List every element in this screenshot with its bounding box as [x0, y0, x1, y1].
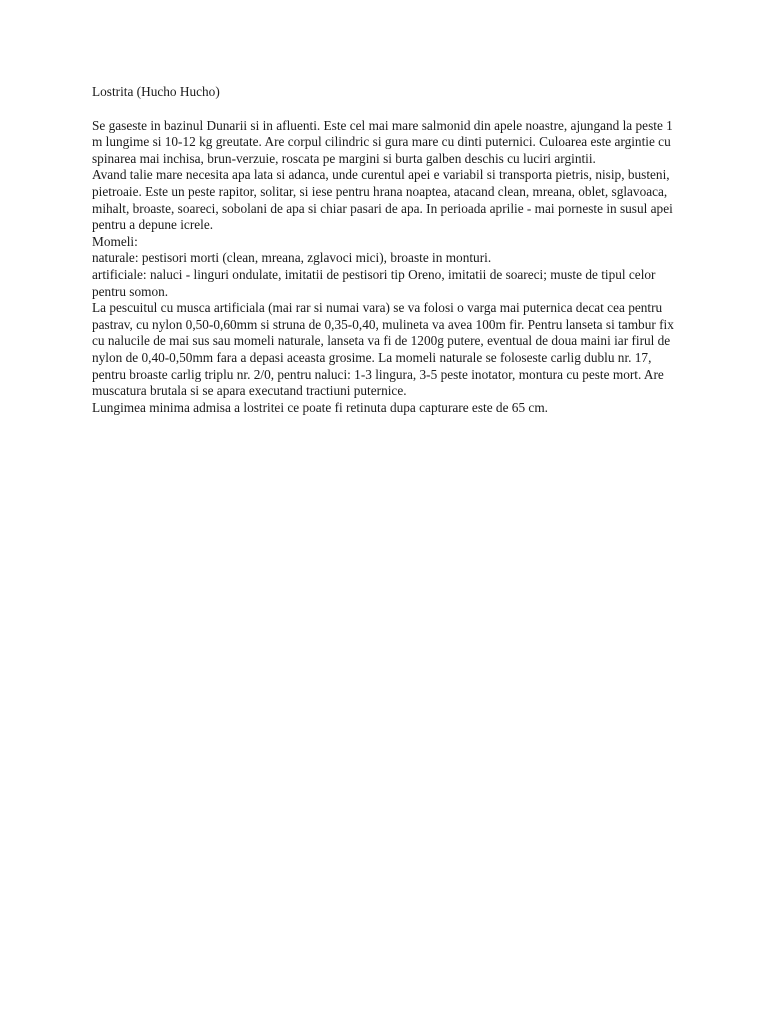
paragraph-minimum-length: Lungimea minima admisa a lostritei ce poate fi retinuta dupa capturare este de 65 cm. — [92, 399, 548, 415]
paragraph-bait-heading: Momeli: — [92, 233, 138, 249]
paragraph-habitat: Avand talie mare necesita apa lata si adanca, unde curentul apei e variabil si transporta pietris, nisip, busteni, pietroaie. Este un peste rapitor, solitar, si iese pentru hrana noaptea, atacand clean, mreana, oblet, sglavoaca, mihalt, broaste, soareci, sobolani de apa si chiar pasari de apa. In perioada aprilie - mai porneste in susul apei pentru a depune icrele. — [92, 167, 673, 233]
paragraph-description: Se gaseste in bazinul Dunarii si in afluenti. Este cel mai mare salmonid din apele noastre, ajungand la peste 1 m lungime si 10-12 kg greutate. Are corpul cilindric si gura mare cu dinti puternici. Culoarea este argintie cu spinarea mai inchisa, brun-verzuie, roscata pe margini si burta galben deschis cu luciri argintii. — [92, 117, 673, 166]
paragraph-tackle: La pescuitul cu musca artificiala (mai rar si numai vara) se va folosi o varga mai puternica decat cea pentru pastrav, cu nylon 0,50-0,60mm si struna de 0,35-0,40, mulineta va avea 100m fir. Pentru lanseta si tambur fix cu nalucile de mai sus sau momeli naturale, lanseta va fi de 1200g putere, eventual de doua maini iar firul de nylon de 0,40-0,50mm fara a depasi aceasta grosime. La momeli naturale se foloseste carlig dublu nr. 17, pentru broaste carlig triplu nr. 2/0, pentru naluci: 1-3 lingura, 3-5 peste inotator, montura cu peste mort. Are muscatura brutala si se apara executand tractiuni puternice. — [92, 300, 674, 399]
paragraph-natural-bait: naturale: pestisori morti (clean, mreana, zglavoci mici), broaste in monturi. — [92, 250, 492, 266]
document-page — [92, 84, 680, 416]
document-title: Lostrita (Hucho Hucho) — [92, 84, 220, 99]
paragraph-artificial-bait: artificiale: naluci - linguri ondulate, imitatii de pestisori tip Oreno, imitatii de soareci; muste de tipul celor pentru somon. — [92, 266, 656, 299]
